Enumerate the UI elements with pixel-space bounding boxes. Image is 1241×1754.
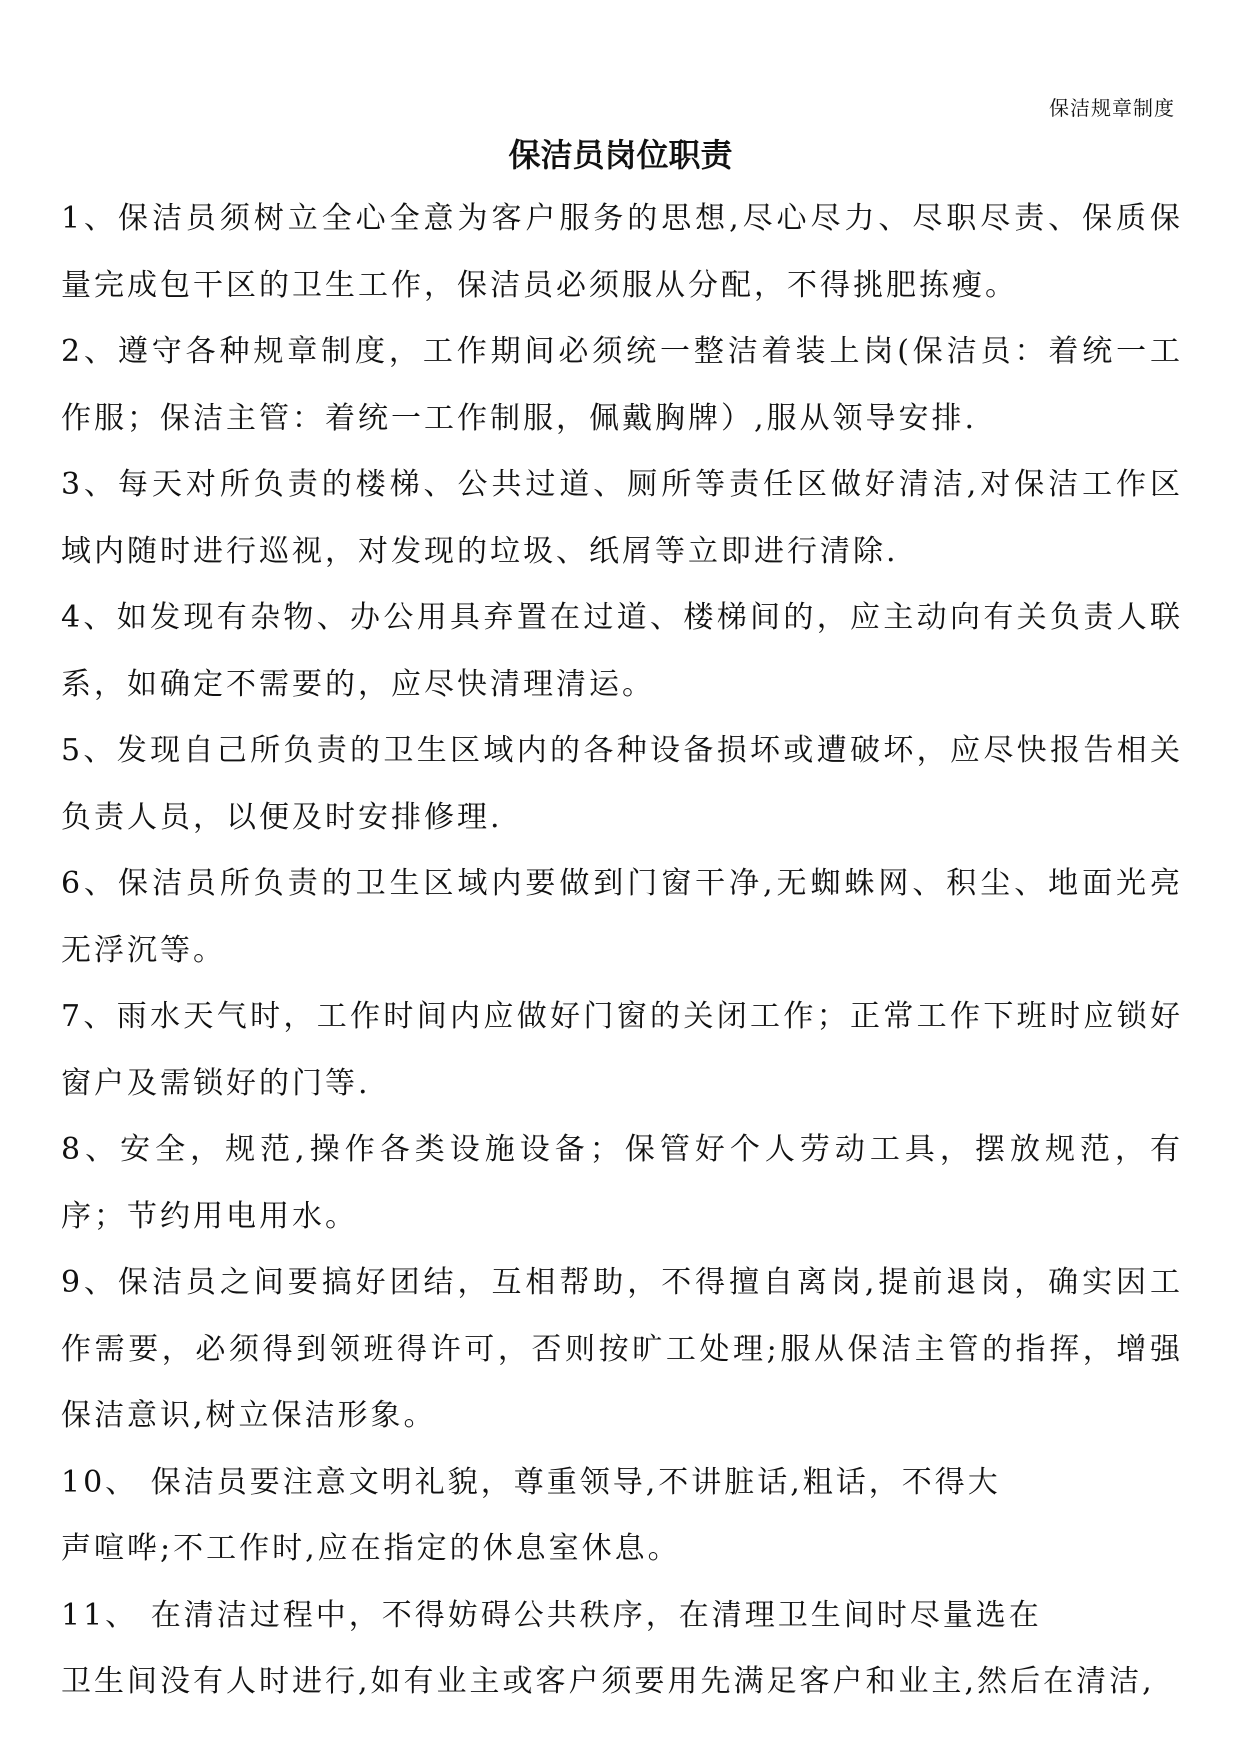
paragraph-7: 7、雨水天气时，工作时间内应做好门窗的关闭工作；正常工作下班时应锁好窗户及需锁好的门等. [61, 999, 1183, 1101]
paragraph-11-line-2: 卫生间没有人时进行,如有业主或客户须要用先满足客户和业主,然后在清洁, [61, 1664, 1155, 1699]
paragraph-11-line-1: 11、 在清洁过程中，不得妨碍公共秩序，在清理卫生间时尽量选在 [61, 1597, 1042, 1633]
paragraph-4: 4、如发现有杂物、办公用具弃置在过道、楼梯间的，应主动向有关负责人联系，如确定不需要的，应尽快清理清运。 [61, 600, 1183, 702]
paragraph-9: 9、保洁员之间要搞好团结，互相帮助，不得擅自离岗,提前退岗，确实因工作需要，必须得到领班得许可，否则按旷工处理;服从保洁主管的指挥，增强保洁意识,树立保洁形象。 [61, 1265, 1183, 1433]
document-body [61, 186, 1183, 1716]
paragraph-10 [61, 1450, 1183, 1583]
paragraph-1: 1、保洁员须树立全心全意为客户服务的思想,尽心尽力、尽职尽责、保质保量完成包干区的卫生工作，保洁员必须服从分配，不得挑肥拣瘦。 [61, 201, 1183, 303]
paragraph-11 [61, 1583, 1183, 1716]
paragraph-8: 8、安全，规范,操作各类设施设备；保管好个人劳动工具，摆放规范，有序；节约用电用水。 [61, 1132, 1183, 1234]
running-header: 保洁规章制度 [1049, 96, 1175, 120]
paragraph-6: 6、保洁员所负责的卫生区域内要做到门窗干净,无蜘蛛网、积尘、地面光亮无浮沉等。 [61, 866, 1183, 968]
paragraph-2: 2、遵守各种规章制度，工作期间必须统一整洁着装上岗(保洁员：着统一工作服；保洁主管：着统一工作制服，佩戴胸牌）,服从领导安排. [61, 334, 1183, 436]
paragraph-5: 5、发现自己所负责的卫生区域内的各种设备损坏或遭破坏，应尽快报告相关负责人员，以便及时安排修理. [61, 733, 1183, 835]
paragraph-10-line-1: 10、 保洁员要注意文明礼貌，尊重领导,不讲脏话,粗话，不得大 [61, 1464, 1001, 1500]
document-title: 保洁员岗位职责 [508, 136, 733, 174]
paragraph-3: 3、每天对所负责的楼梯、公共过道、厕所等责任区做好清洁,对保洁工作区域内随时进行巡视，对发现的垃圾、纸屑等立即进行清除. [61, 467, 1183, 569]
paragraph-10-line-2: 声喧哗;不工作时,应在指定的休息室休息。 [61, 1531, 681, 1566]
